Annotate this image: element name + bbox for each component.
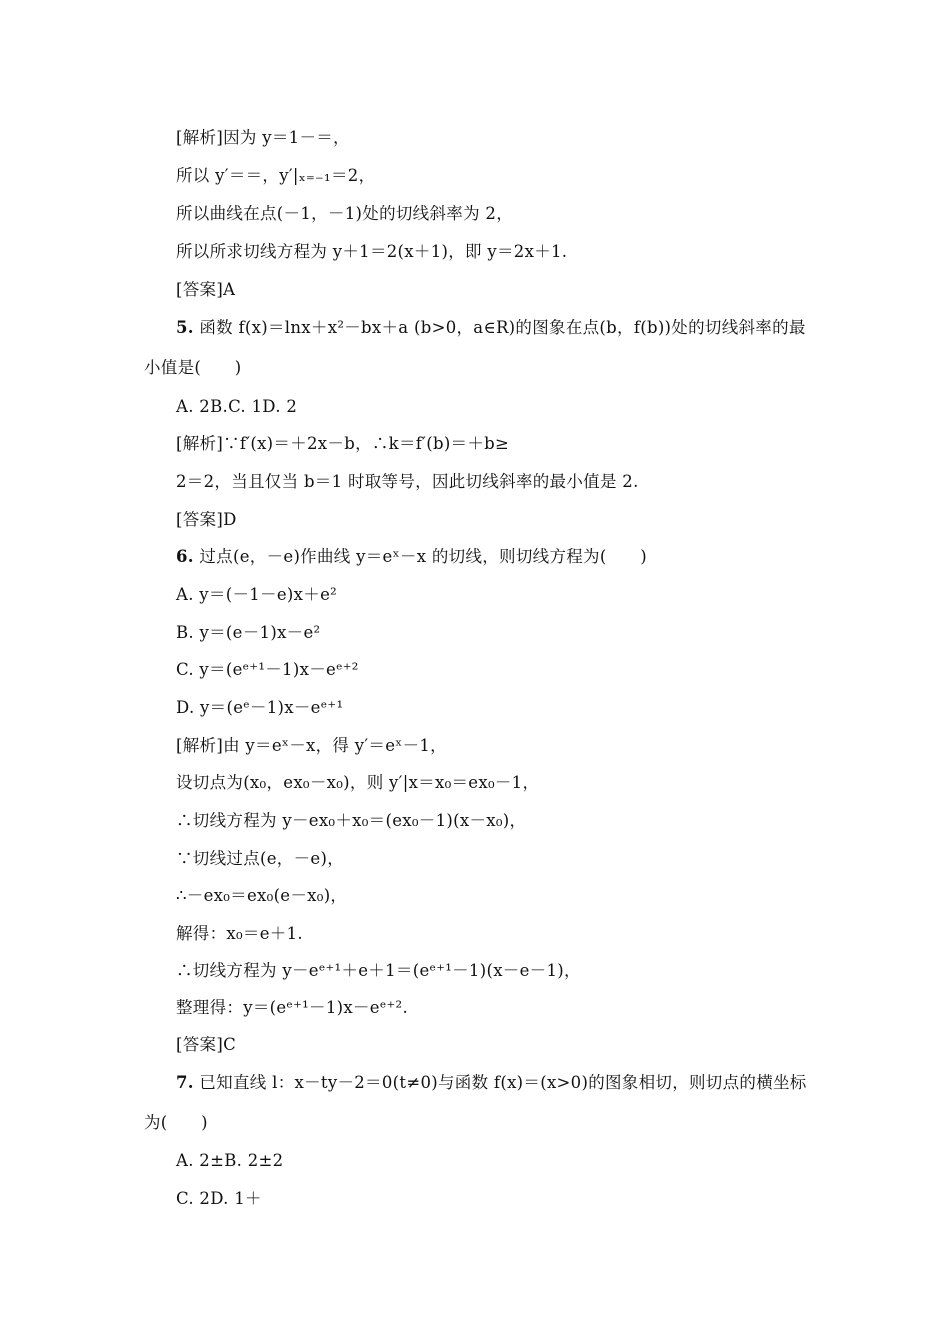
solution-6-line-8: 整理得：y＝(eᵉ⁺¹－1)x－eᵉ⁺². [176, 998, 408, 1017]
question-number: 6. [176, 547, 194, 566]
answer-4: [答案]A [176, 280, 236, 299]
solution-6-line-1: [解析]由 y＝eˣ－x，得 y′＝eˣ－1， [176, 736, 447, 755]
solution-4-line-2: 所以 y′＝＝，y′|ₓ₌₋₁＝2， [176, 166, 376, 185]
question-7 [176, 1072, 807, 1094]
option-b: B. y＝(e－1)x－e² [176, 623, 321, 642]
question-7-options-cd: C. 2D. 1＋ [176, 1189, 262, 1208]
solution-4-line-4: 所以所求切线方程为 y＋1＝2(x＋1)，即 y＝2x＋1. [176, 242, 568, 261]
option-d: D. y＝(eᵉ－1)x－eᵉ⁺¹ [176, 698, 344, 717]
question-text: 过点(e，－e)作曲线 y＝eˣ－x 的切线，则切线方程为( ) [193, 547, 647, 566]
question-6 [176, 546, 647, 568]
solution-6-line-4: ∵切线过点(e，－e)， [176, 849, 345, 868]
solution-6-line-6: 解得：x₀＝e＋1. [176, 924, 303, 943]
question-5-options: A. 2B.C. 1D. 2 [176, 397, 298, 416]
option-c: C. y＝(eᵉ⁺¹－1)x－eᵉ⁺² [176, 660, 359, 679]
solution-4-line-3: 所以曲线在点(－1，－1)处的切线斜率为 2， [176, 204, 514, 223]
solution-5-line-2: 2＝2，当且仅当 b＝1 时取等号，因此切线斜率的最小值是 2. [176, 472, 639, 491]
question-5 [176, 317, 806, 339]
option-a: A. y＝(－1－e)x＋e² [176, 585, 338, 604]
solution-4-line-1: [解析]因为 y＝1－＝， [176, 128, 350, 147]
solution-6-line-3: ∴切线方程为 y－ex₀＋x₀＝(ex₀－1)(x－x₀)， [176, 811, 527, 830]
solution-6-line-5: ∴－ex₀＝ex₀(e－x₀)， [176, 886, 348, 905]
answer-5: [答案]D [176, 510, 237, 529]
question-text: 已知直线 l：x－ty－2＝0(t≠0)与函数 f(x)＝(x>0)的图象相切，则切点的横坐标 [193, 1073, 807, 1092]
question-text: 函数 f(x)＝lnx＋x²－bx＋a (b>0，a∈R)的图象在点(b，f(b))处的切线斜率的最 [193, 318, 806, 337]
solution-5-line-1: [解析]∵f′(x)＝＋2x－b，∴k＝f′(b)＝＋b≥ [176, 434, 510, 453]
answer-6: [答案]C [176, 1035, 236, 1054]
solution-6-line-7: ∴切线方程为 y－eᵉ⁺¹＋e＋1＝(eᵉ⁺¹－1)(x－e－1)， [176, 961, 581, 980]
question-number: 7. [176, 1073, 194, 1092]
question-number: 5. [176, 318, 194, 337]
solution-6-line-2: 设切点为(x₀，ex₀－x₀)，则 y′|x＝x₀＝ex₀－1， [176, 773, 540, 792]
question-7-cont: 为( ) [144, 1113, 208, 1132]
question-7-options-ab: A. 2±B. 2±2 [176, 1151, 284, 1170]
question-5-cont: 小值是( ) [144, 358, 242, 377]
